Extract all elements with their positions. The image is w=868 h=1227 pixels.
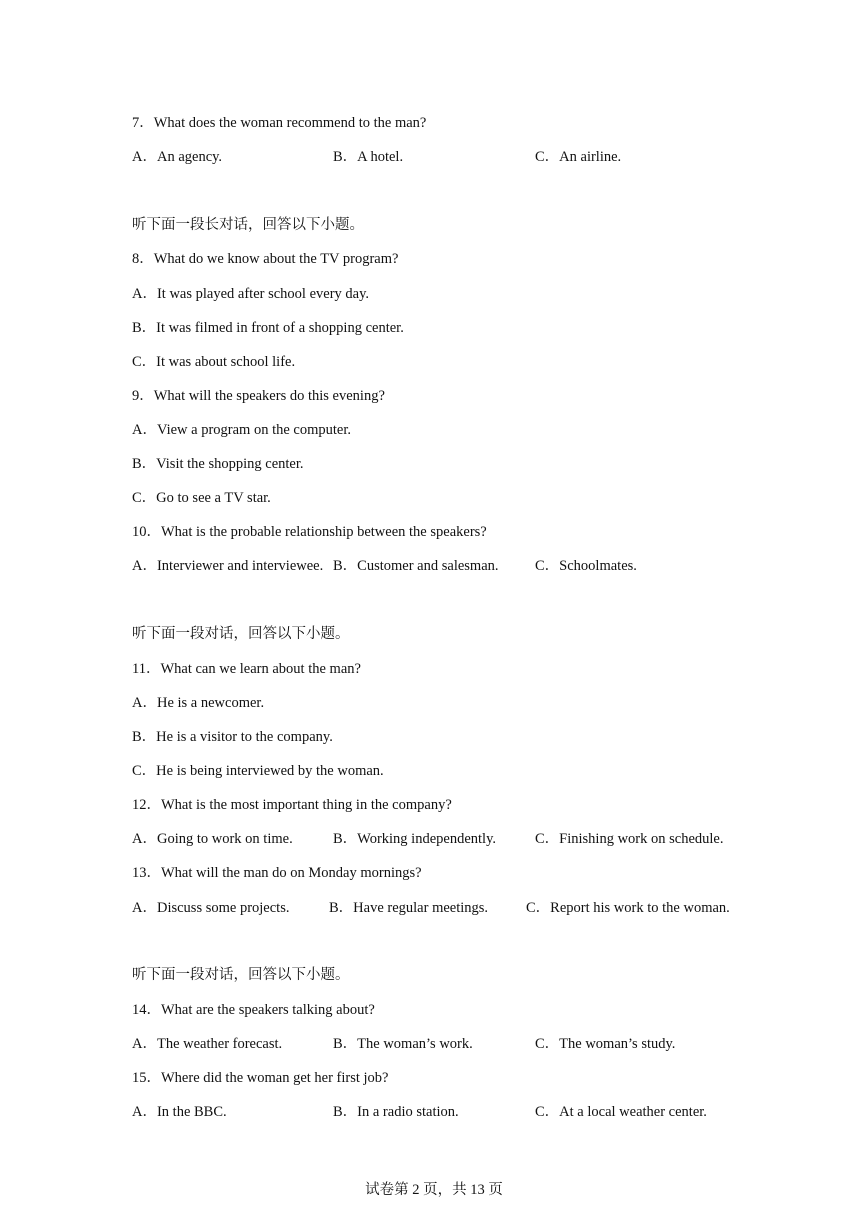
option-b: B．He is a visitor to the company.: [132, 729, 333, 745]
option-b: B．In a radio station.: [333, 1104, 459, 1120]
question-stem: 7．What does the woman recommend to the man?: [132, 115, 427, 131]
option-a: A．An agency.: [132, 149, 223, 165]
option-a: A．He is a newcomer.: [132, 695, 265, 711]
option-c: C．He is being interviewed by the woman.: [132, 763, 384, 779]
question-stem: 8．What do we know about the TV program?: [132, 251, 399, 267]
option-c: C．Report his work to the woman.: [526, 900, 730, 916]
option-a: A．It was played after school every day.: [132, 286, 370, 302]
question-stem: 12．What is the most important thing in the company?: [132, 797, 452, 813]
option-b: B．Have regular meetings.: [329, 900, 489, 916]
question-stem: 10．What is the probable relationship between the speakers?: [132, 524, 487, 540]
section-heading: 听下面一段对话，回答以下小题。: [132, 967, 350, 983]
option-c: C．The woman’s study.: [535, 1036, 676, 1052]
question-stem: 14．What are the speakers talking about?: [132, 1002, 375, 1018]
page-footer: 试卷第 2 页，共 13 页: [365, 1182, 503, 1198]
section-heading: 听下面一段长对话，回答以下小题。: [132, 217, 364, 233]
option-b: B．A hotel.: [333, 149, 404, 165]
option-c: C．At a local weather center.: [535, 1104, 707, 1120]
option-b: B．It was filmed in front of a shopping center.: [132, 320, 404, 336]
option-a: A．Discuss some projects.: [132, 900, 290, 916]
option-b: B．The woman’s work.: [333, 1036, 473, 1052]
option-c: C．It was about school life.: [132, 354, 296, 370]
option-c: C．Go to see a TV star.: [132, 490, 271, 506]
option-b: B．Working independently.: [333, 831, 497, 847]
option-b: B．Customer and salesman.: [333, 558, 499, 574]
option-a: A．The weather forecast.: [132, 1036, 283, 1052]
question-stem: 11．What can we learn about the man?: [132, 661, 361, 677]
option-c: C．An airline.: [535, 149, 622, 165]
question-stem: 15．Where did the woman get her first job?: [132, 1070, 389, 1086]
option-b: B．Visit the shopping center.: [132, 456, 304, 472]
question-stem: 13．What will the man do on Monday mornings?: [132, 865, 422, 881]
option-a: A．Interviewer and interviewee.: [132, 558, 324, 574]
section-heading: 听下面一段对话，回答以下小题。: [132, 626, 350, 642]
option-c: C．Finishing work on schedule.: [535, 831, 724, 847]
question-stem: 9．What will the speakers do this evening?: [132, 388, 385, 404]
option-a: A．Going to work on time.: [132, 831, 293, 847]
option-a: A．In the BBC.: [132, 1104, 227, 1120]
option-c: C．Schoolmates.: [535, 558, 637, 574]
option-a: A．View a program on the computer.: [132, 422, 351, 438]
